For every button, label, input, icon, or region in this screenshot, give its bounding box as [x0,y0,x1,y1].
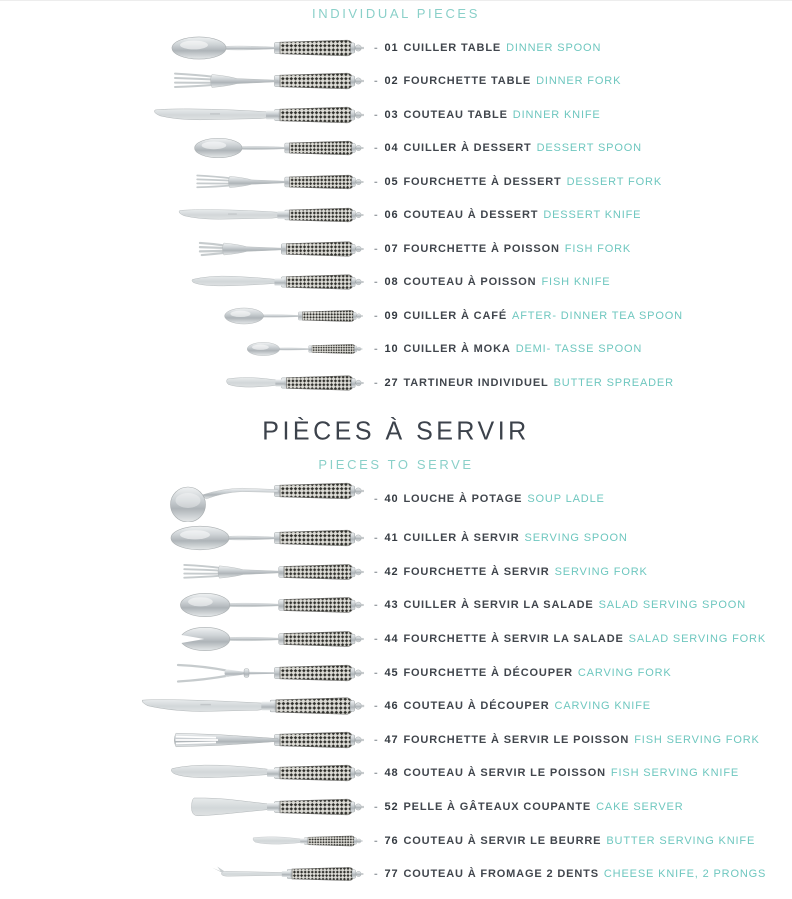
list-item [0,232,792,266]
item-dash: - [374,767,379,780]
item-dash: - [374,801,379,814]
item-name-en: BUTTER SPREADER [553,376,674,389]
fish-knife-icon [138,265,368,299]
item-label [374,142,642,154]
item-number: 52 [384,801,399,814]
list-item [0,199,792,233]
item-dash: - [374,633,379,646]
item-name-fr: FOURCHETTE À DESSERT [403,175,562,188]
item-label [374,493,605,505]
list-item [0,790,792,824]
item-name-fr: TARTINEUR INDIVIDUEL [403,376,549,389]
list-item [0,824,792,858]
item-name-fr: FOURCHETTE TABLE [403,75,532,88]
item-dash: - [374,41,379,54]
list-item [0,132,792,166]
item-name-en: CAKE SERVER [596,801,684,814]
item-label [374,42,601,54]
item-name-en: FISH SERVING KNIFE [610,767,740,780]
item-number: 01 [384,41,399,54]
item-label [374,243,631,255]
item-number: 43 [384,599,399,612]
item-name-fr: CUILLER À MOKA [403,343,511,356]
item-name-en: AFTER- DINNER TEA SPOON [512,309,683,322]
list-item [0,656,792,690]
item-label [374,801,684,813]
list-item [0,555,792,589]
item-name-en: DEMI- TASSE SPOON [515,343,643,356]
dinner-fork-icon [138,64,368,98]
item-dash: - [374,599,379,612]
item-name-en: CARVING KNIFE [554,700,651,713]
item-number: 41 [384,532,399,545]
fish-fork-icon [138,232,368,266]
carving-fork-icon [138,656,368,690]
serving-fork-icon [138,555,368,589]
serving-pieces-list [0,476,792,892]
item-number: 42 [384,565,399,578]
item-name-fr: PELLE À GÂTEAUX COUPANTE [403,801,592,814]
item-name-en: CARVING FORK [577,666,672,679]
item-name-fr: COUTEAU À DESSERT [403,209,539,222]
item-name-fr: COUTEAU À DÉCOUPER [403,700,550,713]
tea-spoon-icon [138,299,368,333]
item-label [374,310,683,322]
item-label [374,835,755,847]
fish-serving-knife-icon [138,756,368,790]
salad-serving-fork-icon [138,622,368,656]
item-label [374,633,766,645]
item-name-en: FISH SERVING FORK [634,733,760,746]
item-name-en: DESSERT SPOON [536,142,642,155]
item-label [374,734,760,746]
list-item [0,266,792,300]
item-dash: - [374,834,379,847]
item-name-fr: COUTEAU À POISSON [403,276,537,289]
item-name-fr: CUILLER TABLE [403,41,502,54]
item-label [374,868,766,880]
item-label [374,767,739,779]
item-label [374,209,641,221]
item-name-en: CHEESE KNIFE, 2 PRONGS [603,868,767,881]
list-item [0,98,792,132]
butter-serving-knife-icon [138,824,368,858]
dinner-knife-icon [138,98,368,132]
item-number: 04 [384,142,399,155]
item-number: 06 [384,209,399,222]
item-name-fr: CUILLER À DESSERT [403,142,532,155]
item-dash: - [374,309,379,322]
item-dash: - [374,75,379,88]
item-dash: - [374,209,379,222]
item-name-en: FISH KNIFE [541,276,611,289]
list-item [0,622,792,656]
item-dash: - [374,175,379,188]
dinner-spoon-icon [138,31,368,65]
item-dash: - [374,492,379,505]
item-dash: - [374,700,379,713]
list-item [0,476,792,522]
item-dash: - [374,733,379,746]
butter-spreader-icon [138,366,368,400]
cake-server-icon [138,790,368,824]
list-item [0,31,792,65]
serving-pieces-title-en: PIECES TO SERVE [318,456,474,472]
item-name-en: FISH FORK [564,242,632,255]
item-dash: - [374,276,379,289]
item-dash: - [374,666,379,679]
item-label [374,566,648,578]
item-dash: - [374,343,379,356]
item-dash: - [374,142,379,155]
list-item [0,366,792,400]
item-name-fr: COUTEAU À FROMAGE 2 DENTS [403,868,599,881]
item-number: 47 [384,733,399,746]
item-name-fr: CUILLER À SERVIR [403,532,520,545]
item-label [374,377,674,389]
item-number: 46 [384,700,399,713]
list-item [0,689,792,723]
item-label [374,532,628,544]
list-item [0,333,792,367]
item-label [374,700,651,712]
list-item [0,65,792,99]
item-name-fr: LOUCHE À POTAGE [403,492,523,505]
item-label [374,599,746,611]
item-name-fr: COUTEAU TABLE [403,108,508,121]
item-name-en: SERVING SPOON [524,532,628,545]
item-label [374,276,611,288]
item-name-fr: COUTEAU À SERVIR LE POISSON [403,767,606,780]
item-dash: - [374,565,379,578]
item-name-en: DINNER FORK [536,75,622,88]
list-item [0,589,792,623]
item-number: 05 [384,175,399,188]
individual-pieces-list [0,31,792,400]
item-name-fr: COUTEAU À SERVIR LE BEURRE [403,834,602,847]
item-label [374,343,642,355]
item-number: 02 [384,75,399,88]
list-item [0,857,792,891]
item-dash: - [374,868,379,881]
item-dash: - [374,242,379,255]
item-name-en: SALAD SERVING FORK [628,633,767,646]
item-number: 76 [384,834,399,847]
item-name-en: DINNER KNIFE [512,108,601,121]
cheese-knife-icon [138,857,368,891]
item-number: 08 [384,276,399,289]
list-item [0,723,792,757]
item-number: 44 [384,633,399,646]
list-item [0,165,792,199]
item-number: 45 [384,666,399,679]
item-name-fr: FOURCHETTE À SERVIR [403,565,550,578]
item-name-en: SERVING FORK [554,565,648,578]
dessert-fork-icon [138,165,368,199]
item-name-fr: FOURCHETTE À POISSON [403,242,560,255]
item-name-fr: CUILLER À SERVIR LA SALADE [403,599,594,612]
item-name-fr: FOURCHETTE À SERVIR LA SALADE [403,633,624,646]
list-item [0,522,792,556]
serving-pieces-title-fr: PIÈCES À SERVIR [262,415,530,446]
item-number: 07 [384,242,399,255]
item-name-en: DINNER SPOON [506,41,602,54]
item-name-fr: FOURCHETTE À DÉCOUPER [403,666,573,679]
item-name-en: DESSERT FORK [566,175,663,188]
item-number: 40 [384,492,399,505]
demi-tasse-spoon-icon [138,332,368,366]
item-dash: - [374,108,379,121]
salad-serving-spoon-icon [138,588,368,622]
item-dash: - [374,376,379,389]
item-name-en: BUTTER SERVING KNIFE [606,834,756,847]
item-dash: - [374,532,379,545]
fish-serving-fork-icon [138,723,368,757]
item-number: 10 [384,343,399,356]
item-name-en: SOUP LADLE [527,492,605,505]
item-name-fr: FOURCHETTE À SERVIR LE POISSON [403,733,630,746]
dessert-spoon-icon [138,131,368,165]
item-name-fr: CUILLER À CAFÉ [403,309,508,322]
item-number: 09 [384,309,399,322]
item-number: 03 [384,108,399,121]
item-label [374,109,601,121]
item-number: 27 [384,376,399,389]
list-item [0,757,792,791]
item-number: 48 [384,767,399,780]
item-name-en: DESSERT KNIFE [543,209,642,222]
serving-pieces-heading-block [0,417,792,472]
list-item [0,299,792,333]
item-label [374,667,672,679]
individual-pieces-heading: INDIVIDUAL PIECES [312,6,480,21]
soup-ladle-icon [138,476,368,522]
carving-knife-icon [138,689,368,723]
item-label [374,75,621,87]
item-name-en: SALAD SERVING SPOON [598,599,747,612]
dessert-knife-icon [138,198,368,232]
item-label [374,176,662,188]
serving-spoon-icon [138,521,368,555]
item-number: 77 [384,868,399,881]
